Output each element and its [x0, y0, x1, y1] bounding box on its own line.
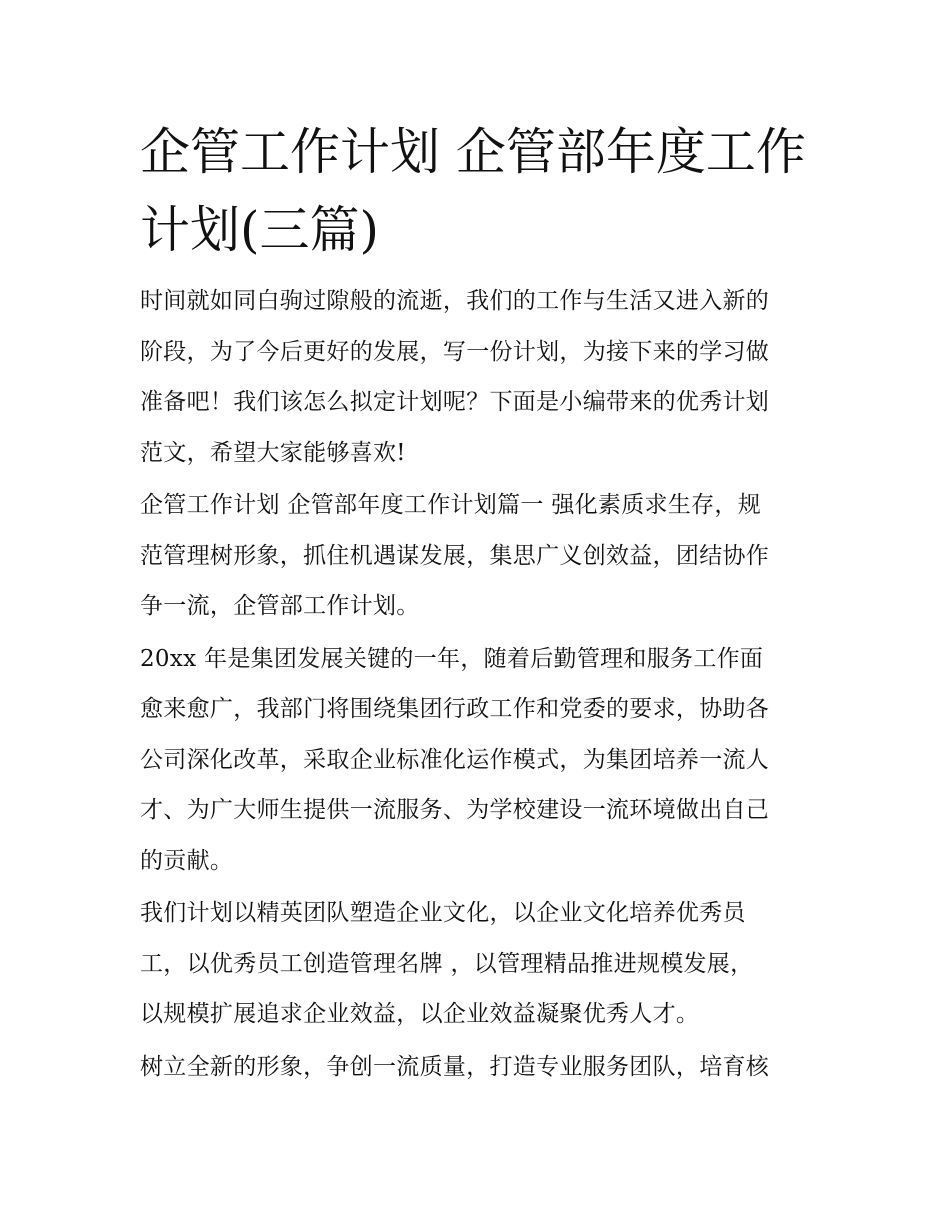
text-line: 准备吧！我们该怎么拟定计划呢？下面是小编带来的优秀计划: [140, 389, 770, 415]
text-line: 阶段，为了今后更好的发展，写一份计划，为接下来的学习做: [140, 338, 770, 365]
text-line: 以规模扩展追求企业效益，以企业效益凝聚优秀人才。: [140, 1001, 700, 1027]
text-line: 工，以优秀员工创造管理名牌 ，以管理精品推进规模发展，: [140, 950, 754, 977]
paragraph-year-plan: [140, 640, 820, 893]
paragraph-image: [140, 1048, 820, 1099]
text-line: 我们计划以精英团队塑造企业文化，以企业文化培养优秀员: [140, 900, 746, 926]
title-line: 计划(三篇): [140, 201, 380, 259]
title-line: 企管工作计划 企管部年度工作: [140, 123, 806, 181]
text-line: 树立全新的形象，争创一流质量，打造专业服务团队，培育核: [140, 1053, 770, 1080]
paragraph-culture: [140, 894, 820, 1046]
document-body: [140, 282, 820, 1100]
paragraph-section-one: [140, 486, 820, 638]
paragraph-intro: [140, 282, 820, 484]
text-line: 公司深化改革，采取企业标准化运作模式，为集团培养一流人: [140, 746, 770, 773]
text-line: 范文，希望大家能够喜欢!: [140, 439, 406, 466]
text-line: 20xx 年是集团发展关键的一年，随着后勤管理和服务工作面: [140, 645, 764, 672]
text-line: 的贡献。: [140, 847, 234, 874]
text-line: 企管工作计划 企管部年度工作计划篇一 强化素质求生存，规: [140, 492, 762, 518]
text-line: 才、为广大师生提供一流服务、为学校建设一流环境做出自己: [140, 797, 770, 823]
text-line: 时间就如同白驹过隙般的流逝，我们的工作与生活又进入新的: [140, 288, 770, 314]
text-line: 范管理树形象，抓住机遇谋发展，集思广义创效益，团结协作: [140, 542, 770, 569]
text-line: 争一流，企管部工作计划。: [140, 593, 420, 619]
document-title: [140, 113, 820, 269]
text-line: 愈来愈广，我部门将围绕集团行政工作和党委的要求，协助各: [140, 696, 770, 722]
